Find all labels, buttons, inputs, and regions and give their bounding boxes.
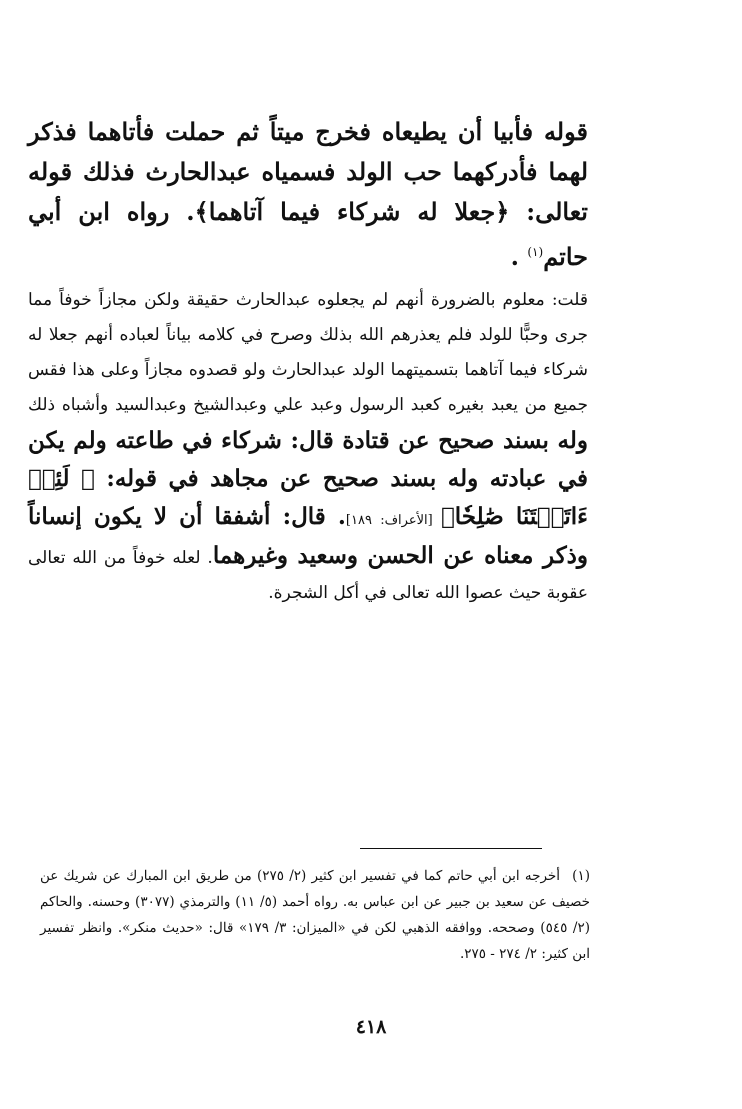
footnote-text: أخرجه ابن أبي حاتم كما في تفسير ابن كثير (٢/ ٢٧٥) من طريق ابن المبارك عن شريك عن خصيف عن سعيد بن جبير عن ابن عباس به. رواه أحمد (٥/ ١١) والترمذي (٣٠٧٧) وحسنه. والحاكم (٢/ ٥٤٥) وصححه. ووافقه الذهبي لكن في «الميزان: ٣/ ١٧٩» قال: «حديث منكر». وانظر تفسير ابن كثير: ٢/ ٢٧٤ - ٢٧٥. <box>40 868 591 962</box>
paragraph-1-part2: . رواه ابن أبي حاتم <box>28 197 588 271</box>
footnote-marker: (١) <box>527 245 544 259</box>
paragraph-1-end: . <box>510 242 528 271</box>
paragraph-2 <box>28 283 588 611</box>
verse-reference: [الأعراف: ١٨٩] <box>345 513 441 528</box>
footnote-number: (١) <box>572 868 590 884</box>
footnote-divider <box>360 848 542 849</box>
page-number: ٤١٨ <box>355 1016 387 1038</box>
paragraph-1-part1: قوله فأبيا أن يطيعاه فخرج ميتاً ثم حملت فأتاهما فذكر لهما فأدركهما حب الولد فسمياه عبدالحارث فذلك قوله تعالى: <box>28 117 588 226</box>
quran-verse-2: ﴿ لَئِنۡ ءَاتَيۡتَنَا صَٰلِحٗا﴾ <box>28 465 588 530</box>
paragraph-2-bold-2: . قال: أشفقا أن لا يكون إنساناً وذكر معناه عن الحسن وسعيد وغيرهما <box>28 503 588 569</box>
footnote <box>40 863 590 967</box>
paragraph-2-text-2: . لعله خوفاً من الله تعالى عقوبة حيث عصوا الله تعالى في أكل الشجرة. <box>28 548 588 603</box>
paragraph-2-bold-1: وله بسند صحيح عن قتادة قال: شركاء في طاعته ولم يكن في عبادته وله بسند صحيح عن مجاهد في قوله: <box>28 427 588 492</box>
paragraph-1 <box>28 112 588 277</box>
paragraph-2-text: قلت: معلوم بالضرورة أنهم لم يجعلوه عبدالحارث حقيقة ولكن مجازاً خوفاً مما جرى وحبًّا للولد فلم يعذرهم الله بذلك وصرح في كلامه بياناً لعباده أنهم جعلا له شركاء فيما آتاهما بتسميتهما الولد عبدالحارث ولو قصدوه مجازاً وعلى هذا فقس جميع من يعبد بغيره كعبد الرسول وعبد علي وعبدالشيخ وعبدالسيد وأشباه ذلك <box>28 290 588 415</box>
main-text <box>28 112 588 611</box>
quran-verse-1: ﴿جعلا له شركاء فيما آتاهما﴾ <box>194 197 510 226</box>
